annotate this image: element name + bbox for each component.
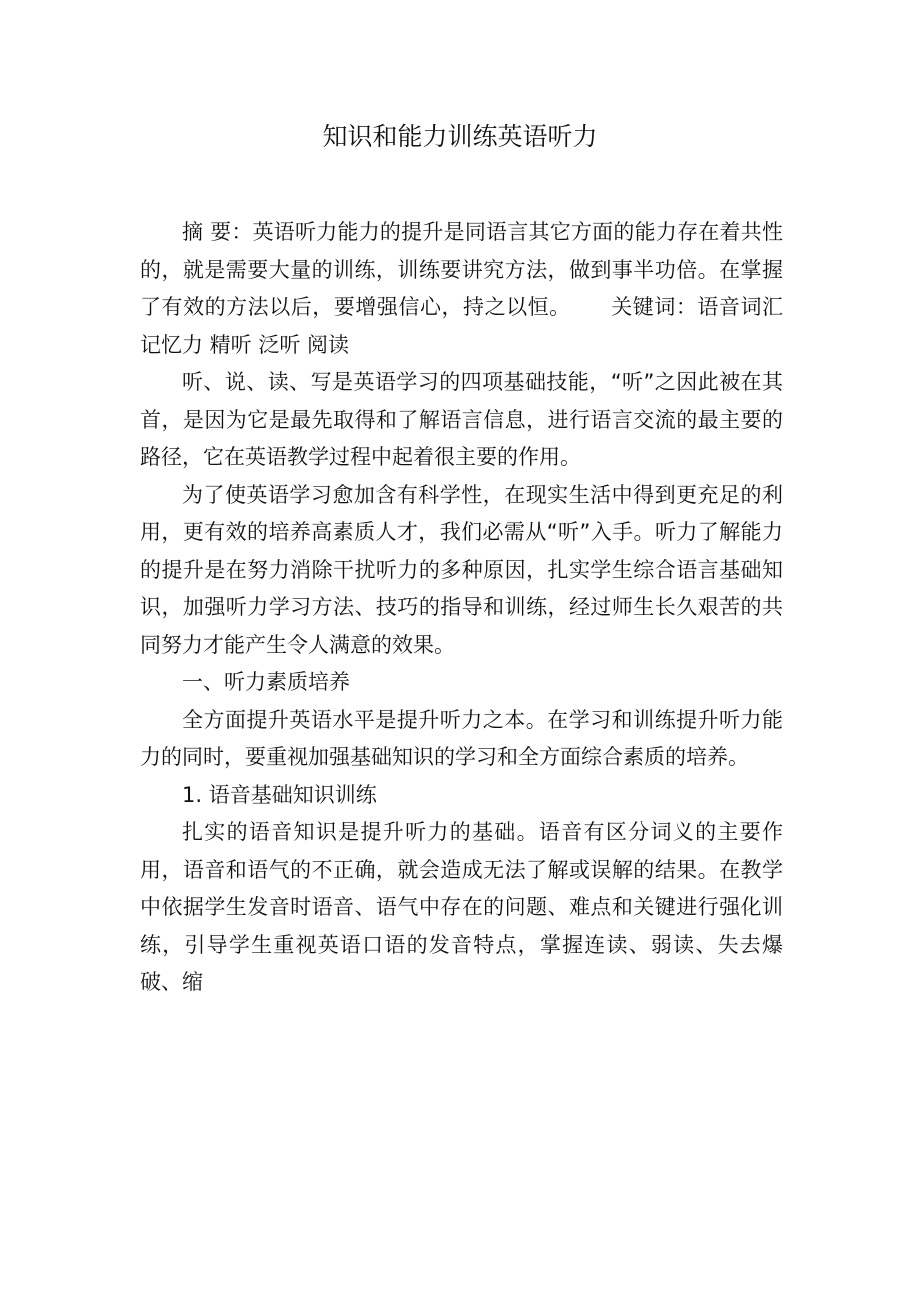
subsection-paragraph: 扎实的语音知识是提升听力的基础。语音有区分词义的主要作用，语音和语气的不正确，就会造成无法了解或误解的结果。在教学中依据学生发音时语音、语气中存在的问题、难点和关键进行强化训练，引导学生重视英语口语的发音特点，掌握连读、弱读、失去爆破、缩 bbox=[140, 820, 783, 994]
document-body bbox=[140, 214, 783, 1002]
abstract-paragraph bbox=[140, 214, 783, 364]
body-paragraph: 为了使英语学习愈加含有科学性，在现实生活中得到更充足的利用，更有效的培养高素质人才，我们必需从“听”入手。听力了解能力的提升是在努力消除干扰听力的多种原因，扎实学生综合语言基础知识，加强听力学习方法、技巧的指导和训练，经过师生长久艰苦的共同努力才能产生令人满意的效果。 bbox=[140, 482, 783, 657]
abstract-text: 摘 要：英语听力能力的提升是同语言其它方面的能力存在着共性的，就是需要大量的训练，训练要讲究方法，做到事半功倍。在掌握了有效的方法以后，要增强信心，持之以恒。 bbox=[140, 220, 783, 319]
section-paragraph: 全方面提升英语水平是提升听力之本。在学习和训练提升听力能力的同时，要重视加强基础知识的学习和全方面综合素质的培养。 bbox=[140, 707, 783, 769]
section-heading: 一、听力素质培养 bbox=[182, 670, 350, 694]
keywords-text: 关键词：语音词汇 记忆力 精听 泛听 阅读 bbox=[140, 295, 784, 357]
body-paragraph: 听、说、读、写是英语学习的四项基础技能，“听”之因此被在其首，是因为它是最先取得和了解语言信息，进行语言交流的最主要的路径，它在英语教学过程中起着很主要的作用。 bbox=[140, 370, 783, 469]
document-title: 知识和能力训练英语听力 bbox=[322, 122, 598, 151]
subsection-heading: 1. 语音基础知识训练 bbox=[182, 782, 377, 807]
